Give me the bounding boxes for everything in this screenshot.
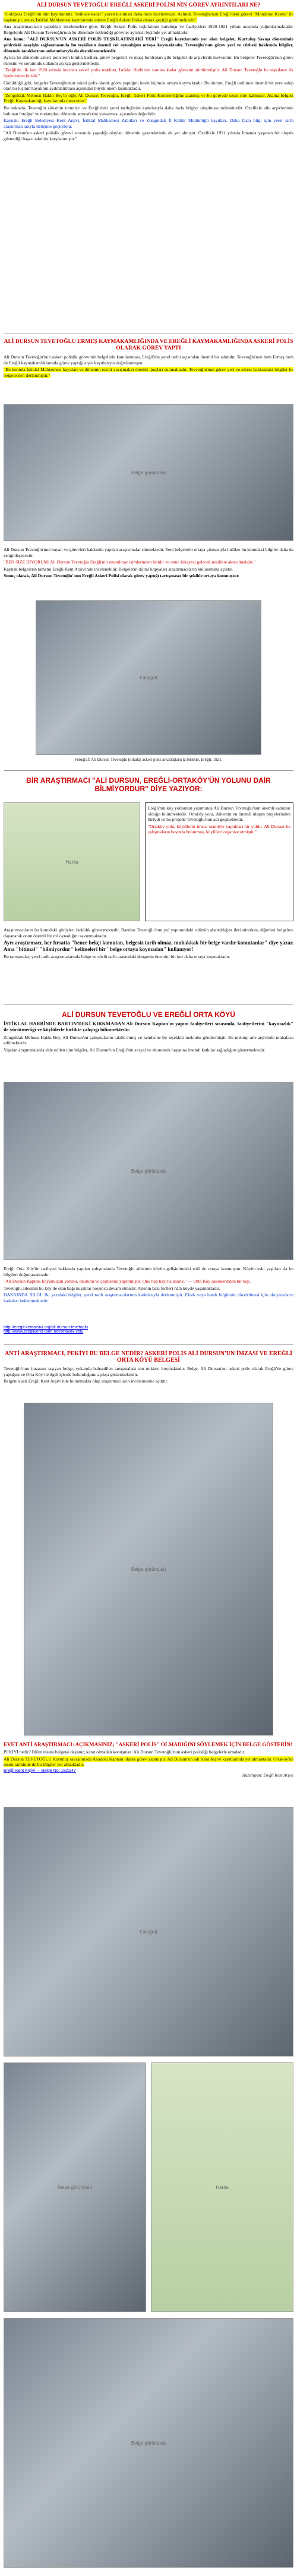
divider	[4, 1004, 293, 1005]
paragraph: EVET ANTİ ARAŞTIRMACI: AÇIKMASINIZ; "ASKERİ POLİS" OLMADIĞINI SÖYLEMEK İÇİN BELGE GÖSTERİN!	[4, 1742, 292, 1747]
section-title: ALİ DURSUN TEVETOĞLU VE EREĞLİ ORTA KÖYÜ	[62, 1010, 235, 1019]
paragraph: Tevetoğlu ailesinin bu köy ile olan bağı kuşaklar boyunca devam etmiştir. Ailenin bazı fertleri hâlâ köyde yaşamaktadır.	[4, 1285, 220, 1291]
section-ortakoy	[0, 1010, 297, 1054]
section-title: BİR ARAŞTIRMACI "ALİ DURSUN, EREĞLİ-ORTAKÖY'ÜN YOLUNU DAİR BİLMİYORDUR" DİYE YAZIYOR:	[26, 776, 271, 793]
paragraph: Tevetoğlu'nun imzasını taşıyan belge, yukarıda bahsedilen tartışmalara son noktayı koymaktadır. Belge, Ali Dursun'un askeri polis olarak Ereğli'de görev yaptığını ve Orta Köy ile ilgili işlerde bulunduğunu açıkça göstermektedir.	[4, 1366, 293, 1377]
section-kaymakamlik	[0, 339, 297, 379]
paragraph: Araştırmacıların bu konudaki görüşleri farklılık göstermektedir. Bazıları Tevetoğlu'nun yol yapımındaki rolünün abartıldığını ileri sürerken, diğerleri belgelere dayanarak onun önemli bir rol oynadığını savunmaktadır.	[4, 927, 293, 939]
signature: Hazırlayan: Ereğli Kent Arşivi	[242, 1772, 293, 1778]
paragraph: Zonguldak Mebusu Hakkı Bey, Ali Dursun'un çalışmalarını takdir etmiş ve kendisine bir teşekkür mektubu göndermiştir. Bu mektup aile arşivinde muhafaza edilmektedir.	[4, 1034, 293, 1046]
paragraph: "Goldpass Ereğli'nin tüm kayıtlarında "istiklale kadar" yazan kısımları daha önce incelenmişti. Aslında Tevetoğlu'nun Ereğli'deki görevi "Mondrion Kısmı" ile başlamıştı; ancak İstiklal Mahkemesi kayıtlarında adının Ereğli Askeri Polisi olarak geçtiği görülmektedir."	[4, 11, 293, 23]
paragraph: "Ortaköy yolu, köylülerin imece usulüyle yaptıkları bir yoldu. Ali Dursun bu çalışmaların başında bulunmuş, köylüleri organize etmiştir."	[148, 823, 290, 835]
section-researcher-body	[0, 927, 297, 961]
paragraph: Ana araştırmacıların yaptıkları incelemelere göre, Ereğli Askeri Polis teşkilatının kuruluşu ve faaliyetleri 1920-1921 yılları arasında yoğunlaşmaktadır. Belgelerde Ali Dursun Tevetoğlu'nun bu dönemde üstlendiği görevler ayrıntılı biçimde yer almaktadır.	[4, 24, 293, 35]
paragraph: Kaynak: Ereğli Belediyesi Kent Arşivi, İstiklal Mahkemesi Zabıtları ve Zonguldak İl Kültür Müdürlüğü kayıtları. Daha fazla bilgi için yerel tarih araştırmacılarıyla iletişime geçilebilir.	[4, 118, 293, 129]
source-link[interactable]: http://eregli-kentarsivi.org/ali-dursun-tevetoglu	[4, 1325, 89, 1330]
paragraph: Kaynak belgelerin tamamı Ereğli Kent Arşivi'nde incelenebilir. Belgelerin dijital kopyaları araştırmacıların kullanımına açıktır.	[4, 566, 233, 572]
document-image: Belge görüntüsü	[4, 404, 293, 541]
document-image: Belge görüntüsü	[24, 1403, 273, 1736]
paragraph: "Ali Dursun'un askeri polislik görevi sırasında yaşadığı olaylar, dönemin gazetelerinde de yer almıştır. Özellikle 1921 yılında limanda yaşanan bir olayda gösterdiği başarı takdirle karşılanmıştır."	[4, 130, 293, 141]
paragraph: Belgenin aslı Ereğli Kent Arşivi'nde bulunmakta olup araştırmacıların incelemesine açıktır.	[4, 1378, 168, 1384]
link-list	[0, 1325, 297, 1334]
archive-reference-link[interactable]: Ereğli Kent Arşivi — Belge No: 1921/47	[4, 1768, 76, 1773]
paragraph: Bu tartışmalar, yerel tarih araştırmalarında belge ve sözlü tarih arasındaki dengenin önemini bir kez daha ortaya koymaktadır.	[4, 954, 230, 960]
document-image: Belge görüntüsü	[4, 2318, 293, 2568]
paragraph: İSTİKLAL HARBİNDE BARTIN'DEKİ KIRKMADAN Ali Dursun Kaptan'ın yapım faaliyetleri sırasında, faaliyetlerini "kayıtsızlık" ile yürütmediği ve köylülerle birlikte çalıştığı bilinmektedir.	[4, 1021, 293, 1033]
paragraph: Ereğli Orta Köy'ün tarihçesi hakkında yapılan çalışmalarda Tevetoğlu ailesinin köyün gelişimindeki rolü de ortaya konmuştur. Köyün eski yaşlıları da bu bilgileri doğrulamaktadır.	[4, 1266, 293, 1277]
section-title: ALİ DURSUN TEVETOĞLU EREĞLİ ASKERİ POLİSİ NİN GÖREV AYRINTILARI NE?	[36, 2, 261, 8]
paragraph: Ereğli'nin köy yollarının yapımında Ali Dursun Tevetoğlu'nun önemli katkıları olduğu bilinmektedir. Ortaköy yolu, dönemin en önemli ulaşım projelerinden biriydi ve bu projede Tevetoğlu'nun adı geçmektedir.	[148, 805, 290, 823]
section-belge-body	[0, 1742, 297, 1778]
section-title: ANTİ ARAŞTIRMACI, PEKİYİ BU BELGE NEDİR? ASKERİ POLİS ALİ DURSUN'UN İMZASI VE EREĞLİ ORTA KÖYÜ BELGESİ	[4, 1350, 293, 1363]
paragraph: Yapılan araştırmalarda elde edilen tüm bilgiler, Ali Dursun'un Ereğli'nin sosyal ve ekonomik hayatına önemli katkılar sağladığını göstermektedir.	[4, 1047, 266, 1053]
section-notes	[0, 547, 297, 580]
document-image: Belge görüntüsü	[4, 2062, 146, 2312]
paragraph: Ana konu: "ALİ DURSUN'UN ASKERİ POLİS TEŞKİLATINDAKİ YERİ" Ereğli kayıtlarında yer alan belgeler, Kurtuluş Savaşı döneminde şehirdeki asayişin sağlanmasında bu teşkilatın önemli rol oynadığını ortaya koymaktadır. Tevetoğlu'nun görev yeri ve rütbesi hakkında bilgiler, dönemin tanıklarının anlatımlarıyla da desteklenmektedir.	[4, 36, 293, 53]
divider	[4, 770, 293, 771]
paragraph: Görüldüğü gibi, belgeler Tevetoğlu'nun askeri polis olarak görev yaptığını kesin biçimde ortaya koymaktadır. Bu durum, Ereğli tarihinde önemli bir yere sahip olan bu kişinin hayatının aydınlatılması açısından büyük önem taşımaktadır.	[4, 80, 293, 92]
photo-image: Fotoğraf	[4, 1807, 293, 2057]
source-link[interactable]: http://www.eregliyerel-tarih.net/ortakoy-yolu	[4, 1330, 84, 1334]
paragraph: Sonuç olarak, Ali Dursun Tevetoğlu'nun Ereğli Askeri Polisi olarak görev yaptığı tartışmasız bir şekilde ortaya konmuştur.	[4, 573, 239, 579]
paragraph: PEKİYİ nedir? Bilim insanı belgeye dayanır; kanıt olmadan konuşmaz. Ali Dursun Tevetoğlu'nun askeri polisliği belgelerle ortadadır.	[4, 1749, 245, 1755]
paragraph: Ayrı araştırmacı, her fırsatta "bence bekçi komutan, belgesiz tarih olmaz, muhakkak bir belge vardır komutanlar" diye yazar. Ama "bitimal" "bilmiyordur" kelimeleri bir "belge ortaya koymadan" kullanıyor!	[4, 940, 293, 953]
section-researcher	[0, 776, 297, 793]
paragraph: Bu noktada, Tevetoğlu ailesinin torunları ve Ereğli'deki yerel tarihçilerin katkılarıyla daha fazla bilgiye ulaşılması mümkündür. Özellikle aile arşivlerinde bulunan fotoğraf ve mektuplar, dönemin atmosferini yansıtması açısından değerlidir.	[4, 105, 293, 116]
paragraph: Ayrıca bu dönemde askeri polislerin kimlik kartları, görev belgeleri ve maaş bordroları gibi belgeler de arşivlerde mevcuttur. Bu belgeler Tevetoğlu'nun görev süresini ve sorumluluk alanını açıkça göstermektedir.	[4, 55, 293, 66]
paragraph: Ali Dursun Tevetoğlu'nun askeri polislik görevinin belgelerle kanıtlanması, Ereğli'nin yerel tarihi açısından önemli bir adımdır. Tevetoğlu'nun hem Ermeş hem de Ereğli kaymakamlıklarında görev yaptığı arşiv kayıtlarıyla doğrulanmıştır.	[4, 354, 293, 366]
paragraph: "Ali Dursun Kaptan, köyümüzün yolunu, okulunu ve çeşmesini yaptırmıştır. Onu hep hayırla anarız." — Orta Köy sakinlerinden bir kişi.	[4, 1278, 251, 1284]
map-image: Harita	[151, 2062, 293, 2312]
photo-caption: Fotoğraf: Ali Dursun Tevetoğlu (ortada) askeri polis arkadaşlarıyla birlikte, Ereğli, 1921.	[74, 757, 223, 762]
map-image: Harita	[4, 802, 140, 921]
paragraph: HAKKINDA BİLGİ: Bu yazıdaki bilgiler, yerel tarih araştırmacılarının katkılarıyla derlenmiştir. Eksik veya hatalı bilgilerin düzeltilmesi için okuyucuların katkıları beklenmektedir.	[4, 1292, 293, 1303]
paragraph: Ali Dursun Tevetoğlu'nun hayatı ve görevleri hakkında yapılan araştırmalar sürmektedir. Yeni belgelerin ortaya çıkmasıyla birlikte bu konudaki bilgiler daha da zenginleşecektir.	[4, 547, 293, 558]
paragraph: "Zonguldak Mebusu Hakkı Bey'in oğlu Ali Dursun Tevetoğlu, Ereğli Askeri Polis Komiserliği'ne atanmış ve bu görevde uzun süre kalmıştır. Atama belgesi Ereğli Kaymakamlığı kayıtlarında mevcuttur."	[4, 92, 293, 104]
section-belge	[0, 1350, 297, 1385]
photo-image: Fotoğraf	[36, 600, 261, 755]
section-ortakoy-body	[0, 1266, 297, 1305]
document-image: Belge görüntüsü	[4, 1082, 293, 1260]
paragraph: "Ereğli'de ilk kez 1920 yılında kurulan askeri polis teşkilatı, İstiklal Harbi'nin sonuna kadar görevini sürdürmüştür. Ali Dursun Tevetoğlu bu teşkilatın ilk üyelerinden biridir."	[4, 67, 293, 78]
paragraph: "Bu konuda İstiklal Mahkemesi kayıtları ve dönemin resmi yazışmaları önemli ipuçları sunmaktadır. Tevetoğlu'nun görev yeri ve süresi hakkındaki bilgiler bu belgelerden derlenmiştir."	[4, 367, 293, 378]
section-intro	[0, 2, 297, 143]
paragraph: "BEN SİZE DİYORUM: Ali Dursun Tevetoğlu Ereğli'nin unutulmaz isimlerinden biridir ve onun hikayesi gelecek nesillere aktarılmalıdır."	[4, 559, 256, 565]
paragraph: Ali Dursun TEVETOĞLU Kurtuluş savaşımızda Anadolu Kaptanı olarak görev yapmıştır. Ali Dursun'un adı Kent Arşivi kayıtlarında yer almaktadır. Ortaköy'ün resmi tarihinde de bu bilgiler yer almaktadır.	[4, 1756, 293, 1768]
text-box	[145, 802, 293, 921]
divider	[4, 1344, 293, 1345]
section-title: ALİ DURSUN TEVETOĞLU ERMEŞ KAYMAKAMLIĞINDA VE EREĞLİ KAYMAKAMLIĞINDA ASKERİ POLİS OLARAK GÖREV YAPTI	[4, 339, 293, 351]
